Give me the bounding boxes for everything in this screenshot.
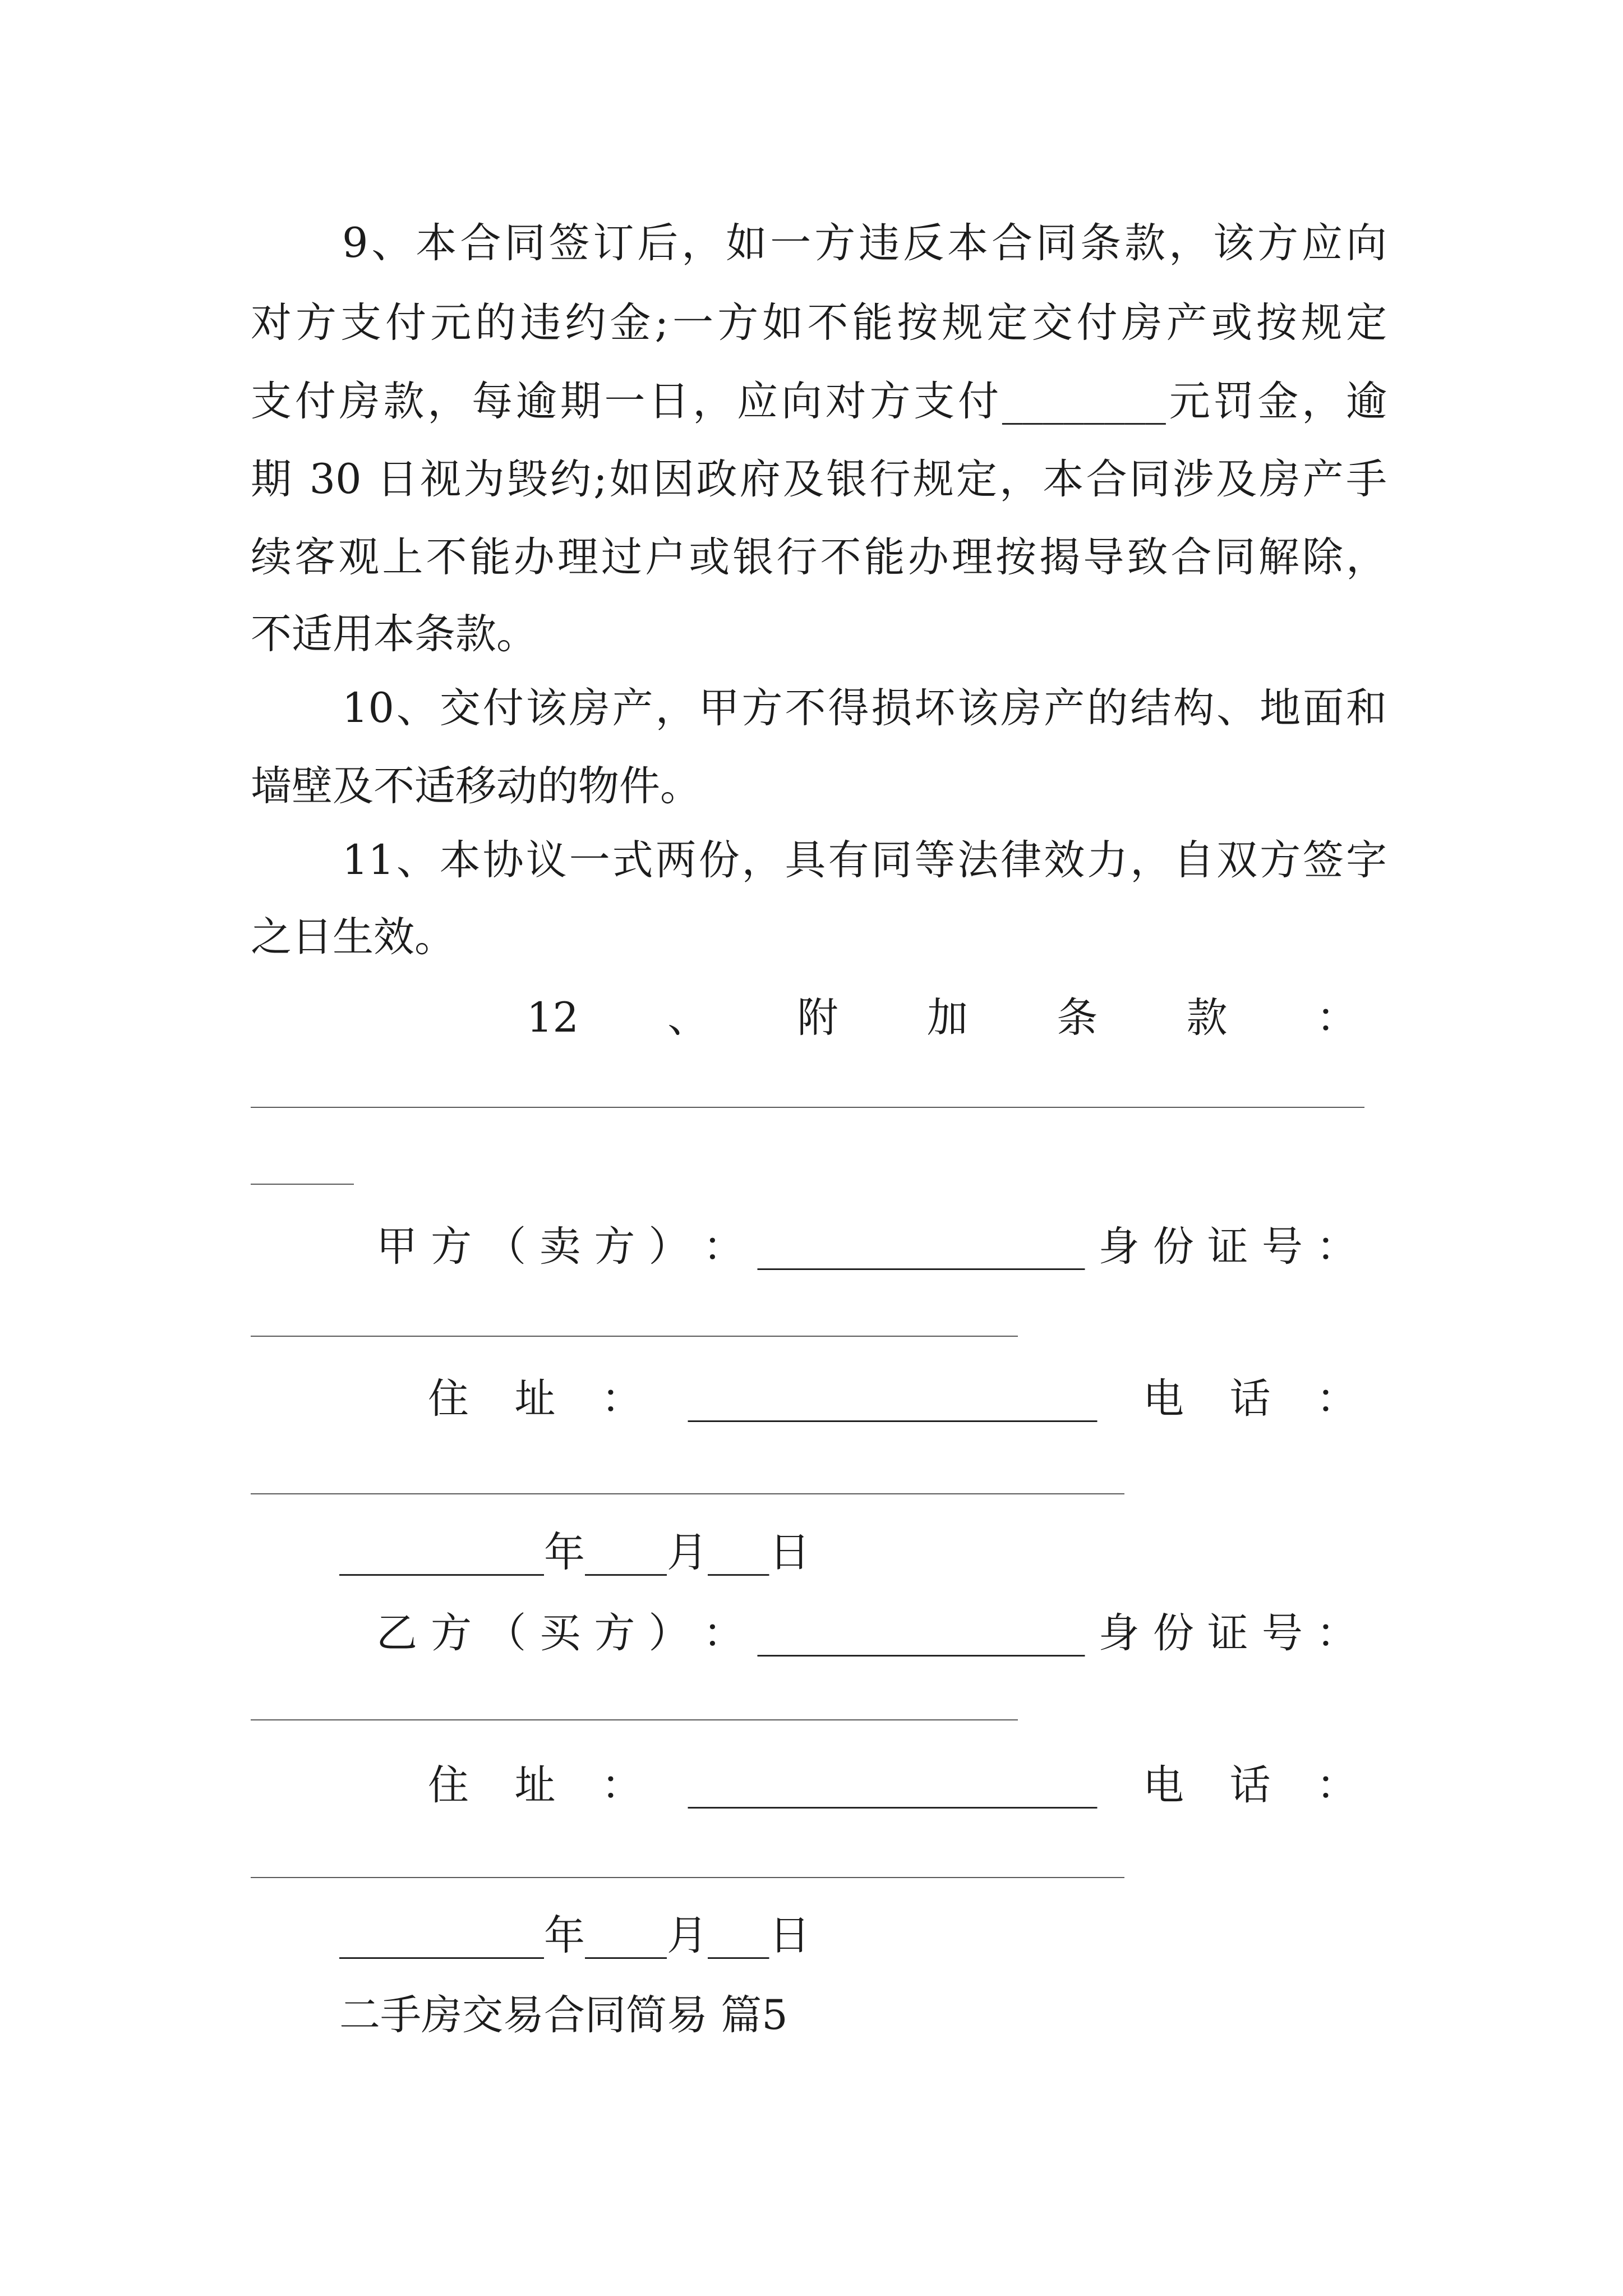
spread-char: 、	[667, 994, 709, 1042]
spread-char: 证	[1207, 1609, 1248, 1657]
spread-char: ：	[601, 1761, 642, 1809]
fill-in-blank: ____________________	[688, 1375, 1098, 1423]
clause-10-line: 10、交付该房产，甲方不得损坏该房产的结构、地面和	[342, 684, 1387, 732]
spread-char: 身	[1098, 1609, 1140, 1657]
spread-char: ）	[648, 1223, 690, 1271]
spread-char: 址	[514, 1375, 556, 1423]
spread-char: ：	[703, 1223, 744, 1271]
clause-9-line: 支付房款，每逾期一日，应向对方支付________元罚金，逾	[251, 378, 1387, 425]
spread-char: 身	[1098, 1223, 1140, 1271]
spread-char: 款	[1186, 994, 1228, 1042]
spread-char: ）	[648, 1609, 690, 1657]
spread-char: 加	[926, 994, 968, 1042]
spread-char: 号	[1261, 1609, 1303, 1657]
spread-char: 方	[594, 1223, 635, 1271]
clause-9-line: 不适用本条款。	[251, 610, 537, 658]
clause-12-heading	[527, 990, 1357, 1046]
spread-char: 电	[1143, 1375, 1184, 1423]
blank-line	[251, 1877, 1124, 1878]
clause-9-line: 续客观上不能办理过户或银行不能办理按揭导致合同解除，	[251, 533, 1387, 581]
blank-line	[251, 1493, 1124, 1494]
spread-char: 方	[431, 1609, 472, 1657]
party-a-address	[428, 1371, 1357, 1427]
spread-char: 12	[527, 994, 579, 1042]
spread-char: 份	[1152, 1609, 1194, 1657]
spread-char: 乙	[376, 1609, 417, 1657]
party-b-date: __________年____月___日	[339, 1912, 810, 1959]
spread-char: ：	[1316, 1609, 1357, 1657]
spread-char: ：	[1316, 1375, 1357, 1423]
party-b-title	[376, 1605, 1357, 1662]
party-a-date: __________年____月___日	[339, 1529, 810, 1576]
spread-char: 卖	[540, 1223, 581, 1271]
blank-line	[251, 1719, 1018, 1720]
next-section-title: 二手房交易合同简易 篇5	[339, 1991, 788, 2039]
blank-line	[251, 1336, 1018, 1337]
spread-char: （	[485, 1223, 527, 1271]
clause-9-line: 9、本合同签订后，如一方违反本合同条款，该方应向	[342, 219, 1387, 267]
spread-char: 号	[1261, 1223, 1303, 1271]
spread-char: 住	[428, 1761, 469, 1809]
spread-char: ：	[703, 1609, 744, 1657]
spread-char: 附	[797, 994, 838, 1042]
clause-11-line: 之日生效。	[251, 913, 455, 961]
blank-line	[251, 1107, 1364, 1108]
spread-char: 甲	[376, 1223, 417, 1271]
party-b-address	[428, 1757, 1357, 1814]
spread-char: 方	[594, 1609, 635, 1657]
spread-char: 证	[1207, 1223, 1248, 1271]
spread-char: 住	[428, 1375, 469, 1423]
blank-line	[251, 1184, 354, 1185]
spread-char: 址	[514, 1761, 556, 1809]
party-a-title	[376, 1219, 1357, 1275]
spread-char: ：	[1316, 1761, 1357, 1809]
clause-9-line: 期 30 日视为毁约;如因政府及银行规定，本合同涉及房产手	[251, 455, 1387, 503]
spread-char: 话	[1229, 1375, 1271, 1423]
spread-char: 话	[1229, 1761, 1271, 1809]
clause-11-line: 11、本协议一式两份，具有同等法律效力，自双方签字	[342, 836, 1387, 884]
spread-char: 电	[1143, 1761, 1184, 1809]
spread-char: 方	[431, 1223, 472, 1271]
spread-char: ：	[1316, 994, 1357, 1042]
spread-char: （	[485, 1609, 527, 1657]
fill-in-blank: ____________________	[688, 1761, 1098, 1809]
spread-char: ：	[601, 1375, 642, 1423]
spread-char: 份	[1152, 1223, 1194, 1271]
spread-char: 条	[1057, 994, 1098, 1042]
fill-in-blank: ________________	[757, 1223, 1085, 1271]
fill-in-blank: ________________	[757, 1609, 1085, 1657]
clause-9-line: 对方支付元的违约金;一方如不能按规定交付房产或按规定	[251, 299, 1387, 347]
clause-10-line: 墙壁及不适移动的物件。	[251, 762, 701, 810]
spread-char: ：	[1316, 1223, 1357, 1271]
spread-char: 买	[540, 1609, 581, 1657]
